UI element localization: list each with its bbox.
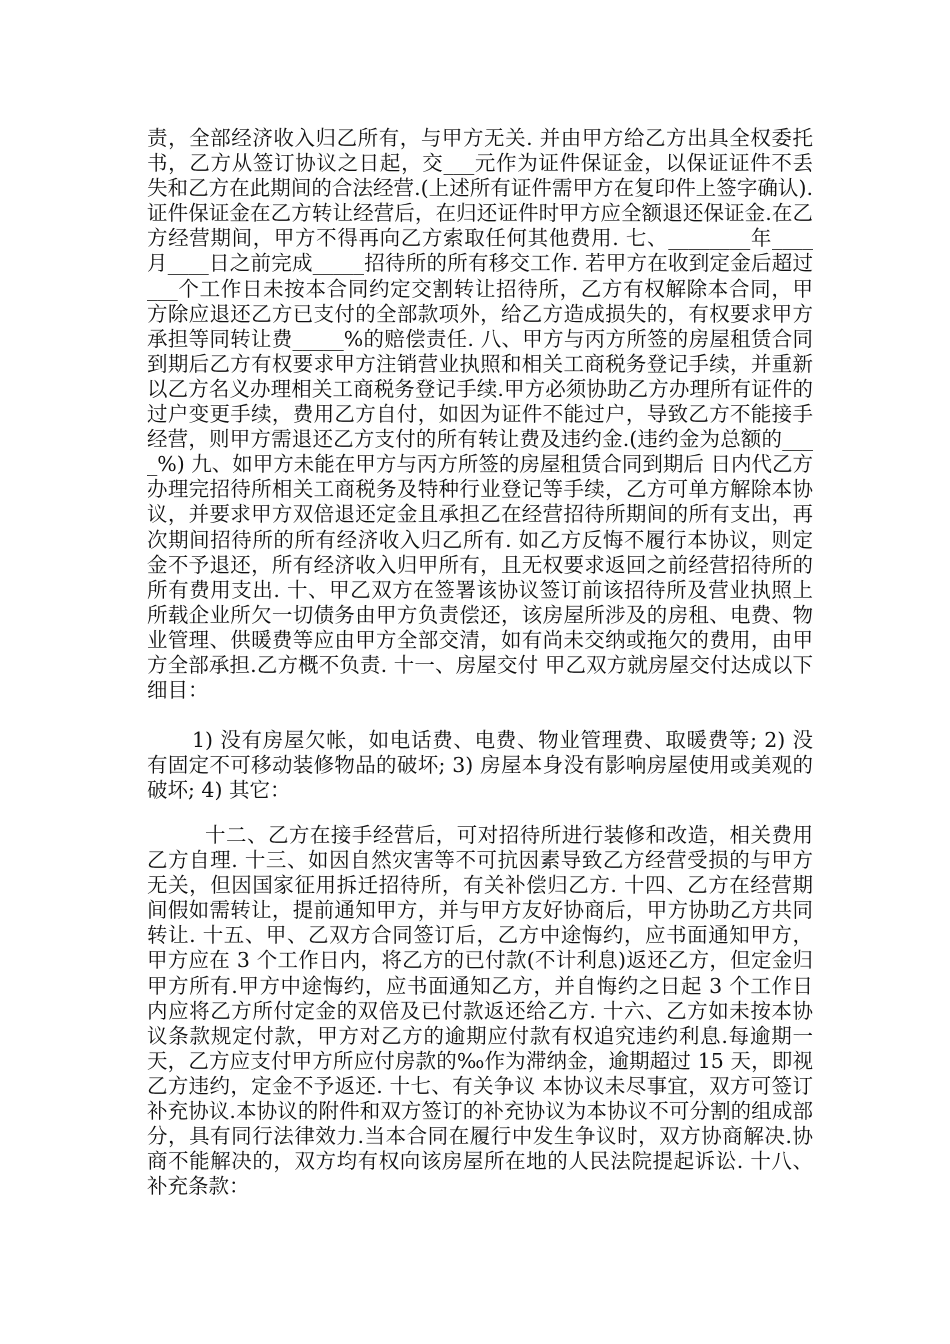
- contract-paragraph-clauses-7-to-11: 责，全部经济收入归乙所有，与甲方无关. 并由甲方给乙方出具全权委托书，乙方从签订协议之日起，交___元作为证件保证金，以保证证件不丢失和乙方在此期间的合法经营.(上述所有证件需甲方在复印件上签字确认).证件保证金在乙方转让经营后，在归还证件时甲方应全额退还保证金.在乙方经营期间，甲方不得再向乙方索取任何其他费用. 七、________年____月____日之前完成_____招待所的所有移交工作. 若甲方在收到定金后超过___个工作日未按本合同约定交割转让招待所，乙方有权解除本合同，甲方除应退还乙方已支付的全部款项外，给乙方造成损失的，有权要求甲方承担等同转让费_____%的赔偿责任. 八、甲方与丙方所签的房屋租赁合同到期后乙方有权要求甲方注销营业执照和相关工商税务登记手续，并重新以乙方名义办理相关工商税务登记手续.甲方必须协助乙方办理所有证件的过户变更手续，费用乙方自付，如因为证件不能过户，导致乙方不能接手经营，则甲方需退还乙方支付的所有转让费及违约金.(违约金为总额的____%) 九、如甲方未能在甲方与丙方所签的房屋租赁合同到期后 日内代乙方办理完招待所相关工商税务及特种行业登记等手续，乙方可单方解除本协议，并要求甲方双倍退还定金且承担乙在经营招待所期间的所有支出，再次期间招待所的所有经济收入归乙所有. 如乙方反悔不履行本协议，则定金不予退还，所有经济收入归甲所有，且无权要求返回之前经营招待所的所有费用支出. 十、甲乙双方在签署该协议签订前该招待所及营业执照上所载企业所欠一切债务由甲方负责偿还，该房屋所涉及的房租、电费、物业管理、供暖费等应由甲方全部交清，如有尚未交纳或拖欠的费用，由甲方全部承担.乙方概不负责. 十一、房屋交付 甲乙双方就房屋交付达成以下细目：: [147, 126, 813, 703]
- contract-paragraph-handover-items: 1) 没有房屋欠帐，如电话费、电费、物业管理费、取暖费等; 2) 没有固定不可移动装修物品的破坏; 3) 房屋本身没有影响房屋使用或美观的破坏; 4) 其它：: [147, 728, 813, 803]
- contract-paragraph-clauses-12-to-18: 十二、乙方在接手经营后，可对招待所进行装修和改造，相关费用乙方自理. 十三、如因自然灾害等不可抗因素导致乙方经营受损的与甲方无关，但因国家征用拆迁招待所，有关补偿归乙方. 十四、乙方在经营期间假如需转让，提前通知甲方，并与甲方友好协商后，甲方协助乙方共同转让. 十五、甲、乙双方合同签订后，乙方中途悔约，应书面通知甲方，甲方应在 3 个工作日内，将乙方的已付款(不计利息)返还乙方，但定金归甲方所有.甲方中途悔约，应书面通知乙方，并自悔约之日起 3 个工作日内应将乙方所付定金的双倍及已付款返还给乙方. 十六、乙方如未按本协议条款规定付款，甲方对乙方的逾期应付款有权追究违约利息.每逾期一天，乙方应支付甲方所应付房款的‰作为滞纳金，逾期超过 15 天，即视乙方违约，定金不予返还. 十七、有关争议 本协议未尽事宜，双方可签订补充协议.本协议的附件和双方签订的补充协议为本协议不可分割的组成部分，具有同行法律效力.当本合同在履行中发生争议时，双方协商解决.协商不能解决的，双方均有权向该房屋所在地的人民法院提起诉讼. 十八、补充条款：: [147, 823, 813, 1199]
